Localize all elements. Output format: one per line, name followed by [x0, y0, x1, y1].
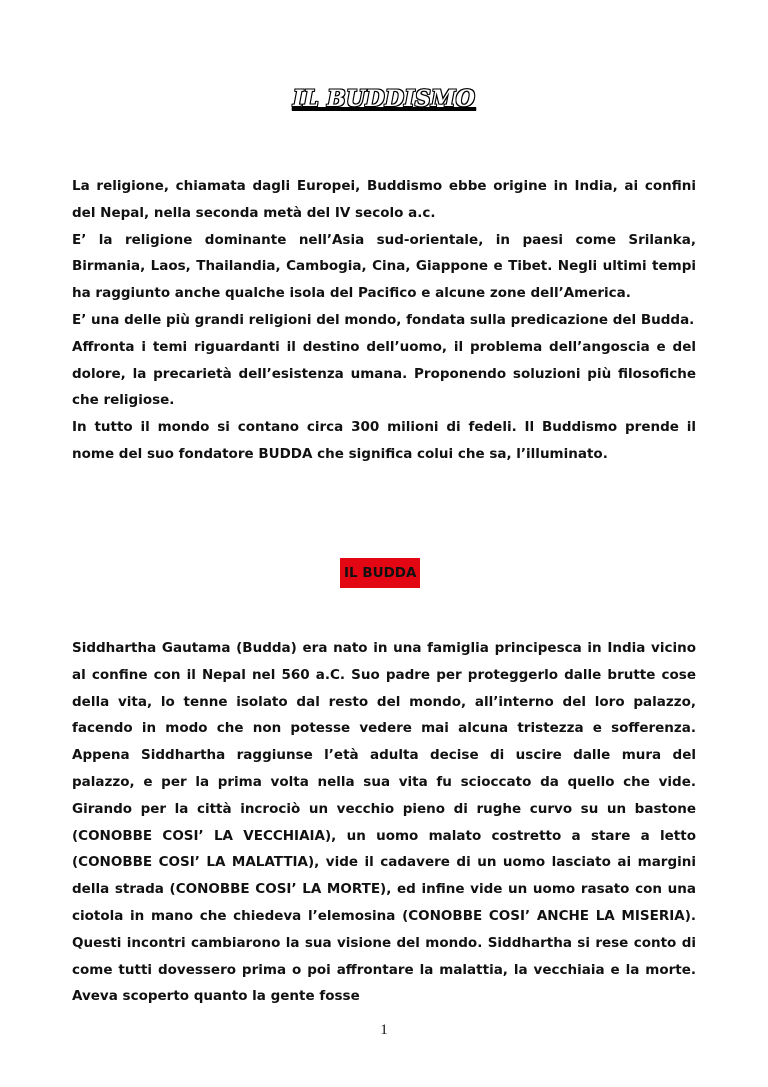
intro-paragraph: Affronta i temi riguardanti il destino dell’uomo, il problema dell’angoscia e del dolore, la precarietà dell’esistenza umana. Proponendo soluzioni più filosofiche che religiose. — [72, 338, 696, 409]
intro-paragraph: In tutto il mondo si contano circa 300 milioni di fedeli. Il Buddismo prende il nome del suo fondatore BUDDA che significa colui che sa, l’illuminato. — [72, 419, 696, 462]
intro-paragraph: E’ la religione dominante nell’Asia sud-orientale, in paesi come Srilanka, Birmania, Laos, Thailandia, Cambogia, Cina, Giappone e Tibet. Negli ultimi tempi ha raggiunto anche qualche isola del Pacifico e alcune zone dell’America. — [72, 231, 696, 302]
intro-section — [72, 173, 696, 468]
section-heading: IL BUDDA — [340, 558, 420, 588]
page-number: 1 — [380, 1022, 388, 1038]
budda-section — [72, 635, 696, 1010]
intro-paragraph: La religione, chiamata dagli Europei, Buddismo ebbe origine in India, ai confini del Nepal, nella seconda metà del IV secolo a.c. — [72, 178, 696, 221]
document-title: IL BUDDISMO — [292, 86, 476, 112]
budda-paragraph: Siddhartha Gautama (Budda) era nato in una famiglia principesca in India vicino al confine con il Nepal nel 560 a.C. Suo padre per proteggerlo dalle brutte cose della vita, lo tenne isolato dal resto del mondo, all’interno del loro palazzo, facendo in modo che non potesse vedere mai alcuna tristezza e sofferenza. Appena Siddhartha raggiunse l’età adulta decise di uscire dalle mura del palazzo, e per la prima volta nella sua vita fu scioccato da quello che vide. Girando per la città incrociò un vecchio pieno di rughe curvo su un bastone (CONOBBE COSI’ LA VECCHIAIA), un uomo malato costretto a stare a letto (CONOBBE COSI’ LA MALATTIA), vide il cadavere di un uomo lasciato ai margini della strada (CONOBBE COSI’ LA MORTE), ed infine vide un uomo rasato con una ciotola in mano che chiedeva l’elemosina (CONOBBE COSI’ ANCHE LA MISERIA). Questi incontri cambiarono la sua visione del mondo. Siddhartha si rese conto di come tutti dovessero prima o poi affrontare la malattia, la vecchiaia e la morte. Aveva scoperto quanto la gente fosse — [72, 640, 696, 1005]
intro-paragraph: E’ una delle più grandi religioni del mondo, fondata sulla predicazione del Budda. — [72, 311, 695, 328]
